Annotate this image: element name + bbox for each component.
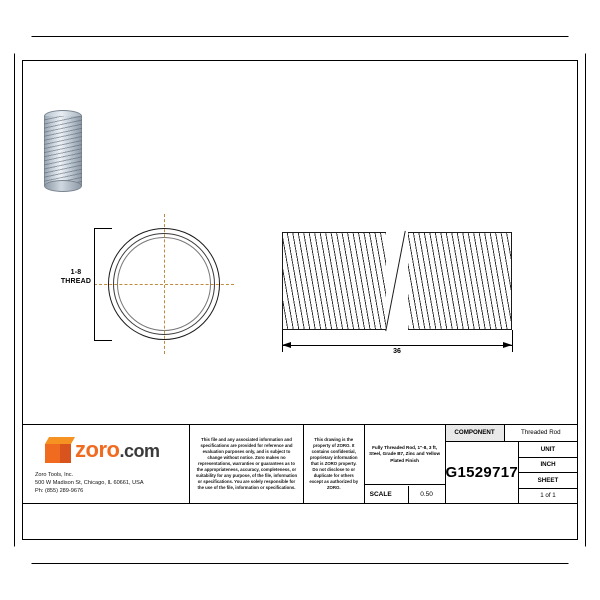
length-extension-line-right	[512, 330, 513, 352]
sheet-label: SHEET	[519, 473, 577, 489]
sheet-value: 1 of 1	[540, 492, 556, 500]
rod-thread-pattern	[44, 116, 82, 186]
isometric-rod-preview	[44, 110, 82, 192]
length-dimension-label: 36	[393, 348, 401, 355]
end-view-circle	[108, 228, 220, 340]
side-view-right-end	[511, 232, 512, 330]
part-description: Fully Threaded Rod, 1"-8, 3 ft, Steel, Grade B7, Zinc and Yellow Plated Finish	[369, 444, 441, 463]
legal-notice-cell: This file and any associated information and specifications are provided for reference and evaluation purposes only, and is subject to change without notice. Zoro makes no representations, warranties or guarantees as to the appropriateness, accuracy, completeness, or suitability for any purpose, of the file, information or specifications. You are solely responsible for the use of the file, information or specifications.	[190, 425, 304, 503]
scale-value: 0.50	[420, 490, 433, 498]
rod-bottom-face	[44, 180, 82, 192]
part-number-row	[446, 442, 577, 503]
description-and-scale-cell	[365, 425, 446, 503]
proprietary-notice-cell: This drawing is the property of ZORO. It contains confidential, proprietary information that is ZORO property. Do not disclose to or duplicate for others except as authorized by ZORO.	[304, 425, 365, 503]
zoro-wordmark	[75, 436, 160, 462]
unit-value: INCH	[519, 458, 577, 474]
component-row	[446, 425, 577, 442]
units-column	[519, 442, 577, 503]
zoro-cube-icon	[45, 437, 71, 463]
length-dimension-line	[282, 345, 512, 346]
length-arrow-right	[503, 342, 512, 348]
company-address: 500 W Madison St, Chicago, IL 60661, USA	[35, 480, 144, 486]
company-name: Zoro Tools, Inc.	[35, 472, 74, 478]
thread-extension-line-top	[94, 228, 112, 229]
component-label: COMPONENT	[446, 425, 505, 441]
scale-row	[365, 484, 445, 503]
length-arrow-left	[282, 342, 291, 348]
title-block	[22, 424, 578, 504]
vertical-centerline	[164, 214, 165, 354]
part-number: G1529717	[446, 442, 519, 503]
side-view-threaded-rod	[282, 232, 512, 330]
company-address-block	[35, 471, 181, 495]
scale-label: SCALE	[365, 486, 409, 503]
title-block-logo-cell	[23, 425, 190, 503]
zoro-domain-text: .com	[119, 440, 160, 461]
unit-label: UNIT	[519, 442, 577, 458]
break-gap	[386, 231, 408, 331]
thread-callout-label	[56, 268, 96, 286]
part-identification-cell	[446, 425, 577, 503]
thread-callout-line-1: 1-8	[70, 269, 82, 276]
thread-callout-line-2: THREAD	[60, 278, 92, 285]
zoro-logo	[45, 437, 181, 463]
thread-extension-line-bottom	[94, 340, 112, 341]
component-value: Threaded Rod	[520, 429, 561, 436]
zoro-brand-text: zoro	[75, 436, 120, 462]
company-phone: Ph: (855) 289-9676	[35, 488, 84, 494]
side-view-left-end	[282, 232, 283, 330]
